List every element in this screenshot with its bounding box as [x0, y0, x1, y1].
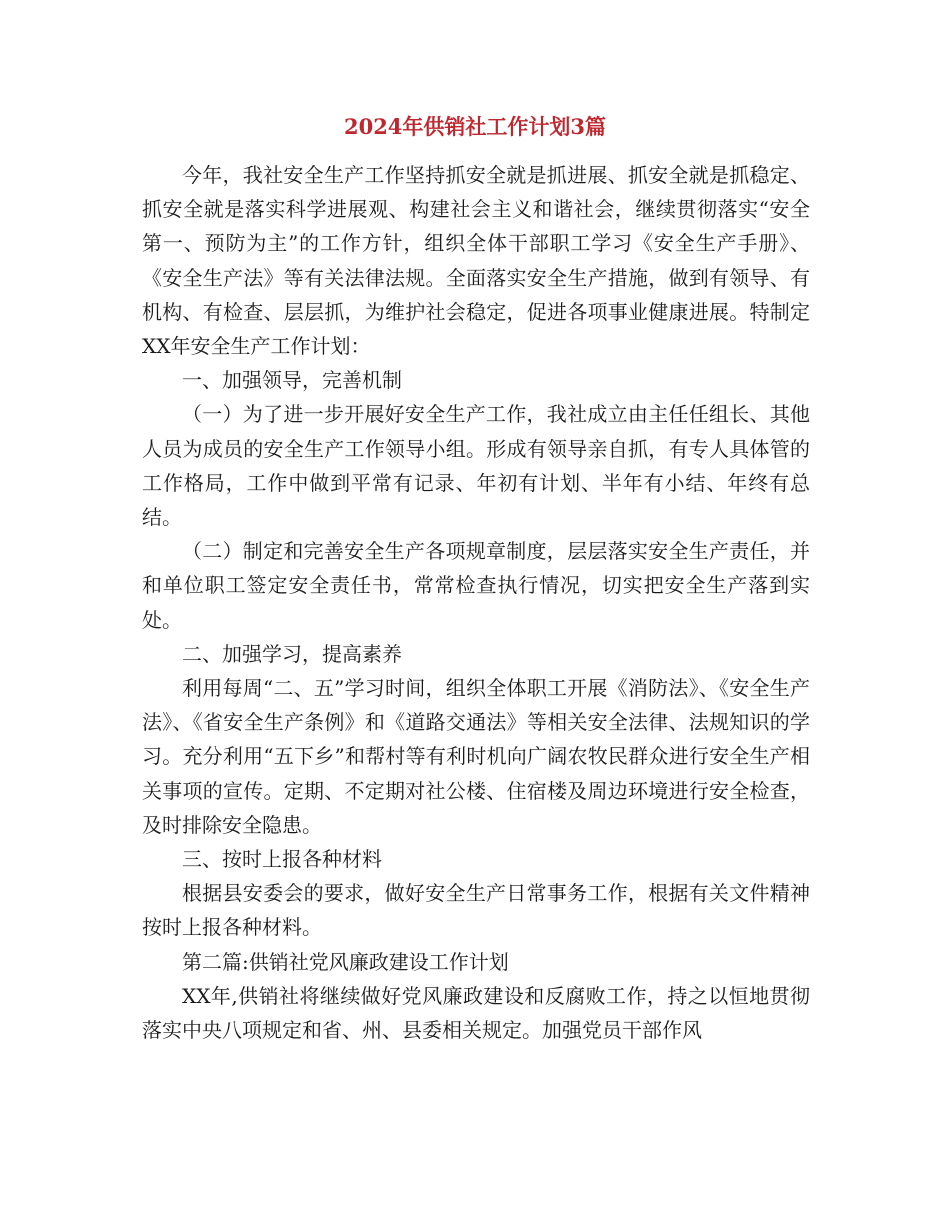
paragraph-3: 根据县安委会的要求，做好安全生产日常事务工作，根据有关文件精神按时上报各种材料。 — [142, 881, 810, 940]
document-body — [142, 158, 810, 1047]
paragraph-1-1: （一）为了进一步开展好安全生产工作，我社成立由主任任组长、其他人员为成员的安全生产工作领导小组。形成有领导亲自抓，有专人具体管的工作格局，工作中做到平常有记录、年初有计划、半年有小结、年终有总结。 — [142, 402, 810, 530]
section-heading-2: 二、加强学习，提高素养 — [182, 641, 402, 666]
paragraph-1-2: （二）制定和完善安全生产各项规章制度，层层落实安全生产责任，并和单位职工签定安全责任书，常常检查执行情况，切实把安全生产落到实处。 — [142, 539, 810, 632]
part-two-heading: 第二篇:供销社党风廉政建设工作计划 — [182, 949, 509, 974]
paragraph-2: 利用每周“二、五”学习时间，组织全体职工开展《消防法》、《安全生产法》、《省安全生产条例》和《道路交通法》等相关安全法律、法规知识的学习。充分利用“五下乡”和帮村等有利时机向广阔农牧民群众进行安全生产相关事项的宣传。定期、不定期对社公楼、住宿楼及周边环境进行安全检查，及时排除安全隐患。 — [142, 676, 810, 837]
paragraph-part-two: XX年,供销社将继续做好党风廉政建设和反腐败工作，持之以恒地贯彻落实中央八项规定和省、州、县委相关规定。加强党员干部作风 — [142, 983, 810, 1043]
paragraph-intro: 今年，我社安全生产工作坚持抓安全就是抓进展、抓安全就是抓稳定、抓安全就是落实科学进展观、构建社会主义和谐社会，继续贯彻落实“安全第一、预防为主”的工作方针，组织全体干部职工学习《安全生产手册》、《安全生产法》等有关法律法规。全面落实安全生产措施，做到有领导、有机构、有检查、层层抓，为维护社会稳定，促进各项事业健康进展。特制定XX年安全生产工作计划： — [142, 163, 810, 359]
section-heading-1: 一、加强领导，完善机制 — [182, 368, 402, 393]
document-title: 2024年供销社工作计划3篇 — [343, 114, 607, 139]
section-heading-3: 三、按时上报各种材料 — [182, 847, 382, 872]
